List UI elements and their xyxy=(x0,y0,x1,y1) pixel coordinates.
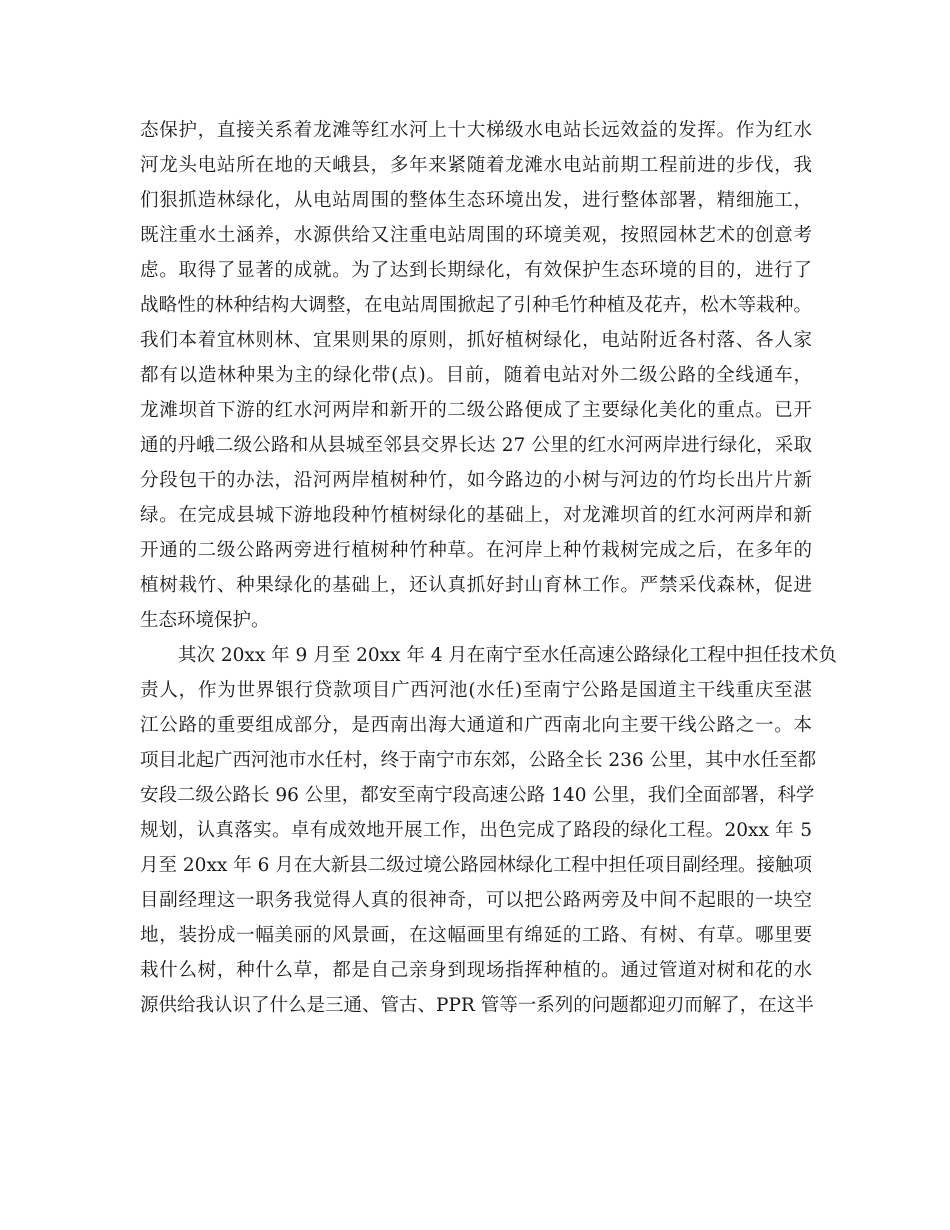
text-line: 江公路的重要组成部分，是西南出海大通道和广西南北向主要干线公路之一。本 xyxy=(140,715,812,736)
text-line: 安段二级公路长 96 公里，都安至南宁段高速公路 140 公里，我们全面部署，科学 xyxy=(140,785,815,806)
text-line: 目副经理这一职务我觉得人真的很神奇，可以把公路两旁及中间不起眼的一块空 xyxy=(140,890,812,911)
text-line: 我们本着宜林则林、宜果则果的原则，抓好植树绿化，电站附近各村落、各人家 xyxy=(140,330,812,351)
text-line: 开通的二级公路两旁进行植树种竹种草。在河岸上种竹栽树完成之后，在多年的 xyxy=(140,540,812,561)
text-line: 地，装扮成一幅美丽的风景画，在这幅画里有绵延的工路、有树、有草。哪里要 xyxy=(140,925,812,946)
text-line: 源供给我认识了什么是三通、管古、PPR 管等一系列的问题都迎刃而解了，在这半 xyxy=(140,995,814,1016)
text-line: 虑。取得了显著的成就。为了达到长期绿化，有效保护生态环境的目的，进行了 xyxy=(140,260,812,281)
text-line: 项目北起广西河池市水任村，终于南宁市东郊，公路全长 236 公里，其中水任至都 xyxy=(140,750,817,771)
text-line: 植树栽竹、种果绿化的基础上，还认真抓好封山育林工作。严禁采伐森林，促进 xyxy=(140,575,812,596)
text-line: 规划，认真落实。卓有成效地开展工作，出色完成了路段的绿化工程。20xx 年 5 xyxy=(140,820,812,841)
text-line: 栽什么树，种什么草，都是自己亲身到现场指挥种植的。通过管道对树和花的水 xyxy=(140,960,812,981)
text-line: 们狠抓造林绿化，从电站周围的整体生态环境出发，进行整体部署，精细施工， xyxy=(140,190,812,211)
text-line: 都有以造林种果为主的绿化带(点)。目前，随着电站对外二级公路的全线通车， xyxy=(140,365,812,386)
text-line: 绿。在完成县城下游地段种竹植树绿化的基础上，对龙滩坝首的红水河两岸和新 xyxy=(140,505,812,526)
text-line: 河龙头电站所在地的天峨县，多年来紧随着龙滩水电站前期工程前进的步伐，我 xyxy=(140,155,812,176)
text-line: 其次 20xx 年 9 月至 20xx 年 4 月在南宁至水任高速公路绿化工程中担任技术负 xyxy=(178,645,837,666)
text-line: 月至 20xx 年 6 月在大新县二级过境公路园林绿化工程中担任项目副经理。接触项 xyxy=(140,855,812,876)
text-line: 战略性的林种结构大调整，在电站周围掀起了引种毛竹种植及花卉，松木等栽种。 xyxy=(140,295,812,316)
text-line: 责人，作为世界银行贷款项目广西河池(水任)至南宁公路是国道主干线重庆至湛 xyxy=(140,680,812,701)
text-line: 生态环境保护。 xyxy=(140,610,270,631)
text-line: 态保护，直接关系着龙滩等红水河上十大梯级水电站长远效益的发挥。作为红水 xyxy=(140,120,812,141)
paragraph-2 xyxy=(140,638,837,1023)
paragraph-1 xyxy=(140,113,812,638)
text-line: 通的丹峨二级公路和从县城至邻县交界长达 27 公里的红水河两岸进行绿化，采取 xyxy=(140,435,812,456)
text-line: 龙滩坝首下游的红水河两岸和新开的二级公路便成了主要绿化美化的重点。已开 xyxy=(140,400,812,421)
text-line: 分段包干的办法，沿河两岸植树种竹，如今路边的小树与河边的竹均长出片片新 xyxy=(140,470,812,491)
document-body xyxy=(140,113,837,1023)
text-line: 既注重水土涵养，水源供给又注重电站周围的环境美观，按照园林艺术的创意考 xyxy=(140,225,812,246)
